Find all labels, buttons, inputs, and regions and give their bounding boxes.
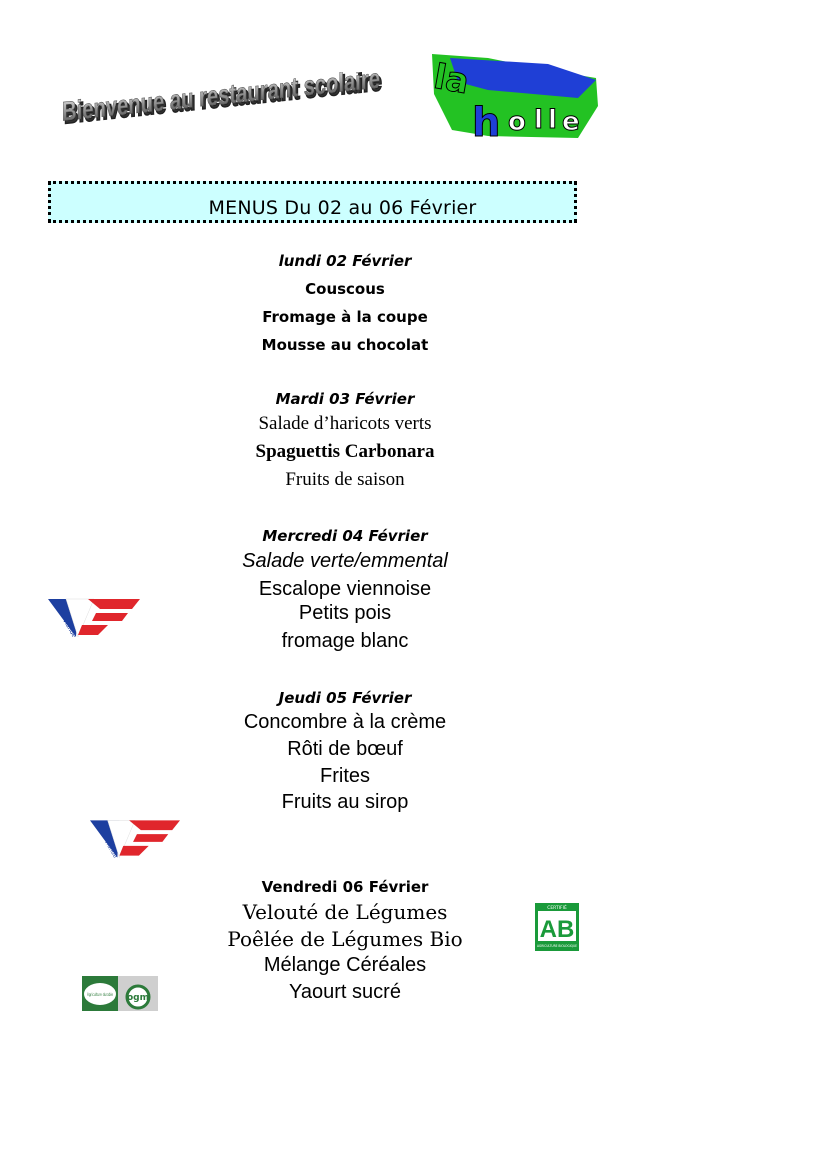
menu-item: Salade verte/emmental bbox=[242, 550, 448, 572]
welcome-banner-shadow: Bienvenue au restaurant scolaire bbox=[64, 72, 390, 130]
ogm-left-text: Agriculture durable bbox=[87, 992, 114, 997]
ogm-right-text: ogm bbox=[126, 993, 150, 1003]
menu-item: Escalope viennoise bbox=[258, 578, 432, 600]
welcome-banner-text: Bienvenue au restaurant scolaire bbox=[62, 72, 390, 127]
menu-item: Concombre à la crème bbox=[243, 711, 447, 733]
day-heading-friday: Vendredi 06 Février bbox=[261, 878, 429, 896]
day-heading-monday: lundi 02 Février bbox=[278, 252, 412, 270]
agriculture-biologique-logo bbox=[535, 903, 579, 951]
menu-item: Mélange Céréales bbox=[263, 954, 427, 976]
ogm-badges bbox=[82, 976, 158, 1011]
svg-text:l: l bbox=[534, 105, 543, 135]
svg-text:la: la bbox=[430, 56, 472, 103]
viande-francaise-badge bbox=[48, 597, 140, 637]
menu-item: Fruits au sirop bbox=[281, 791, 409, 813]
viande-francaise-icon bbox=[90, 818, 180, 858]
menu-item: Yaourt sucré bbox=[289, 981, 401, 1003]
ab-bottom-text: AGRICULTURE BIOLOGIQUE bbox=[537, 944, 577, 948]
menu-item: Petits pois bbox=[298, 602, 392, 624]
svg-text:l: l bbox=[548, 105, 557, 135]
menu-item: Frites bbox=[320, 765, 370, 787]
svg-text:e: e bbox=[562, 107, 580, 137]
svg-text:h: h bbox=[472, 100, 501, 142]
ogm-icon bbox=[82, 976, 158, 1011]
ab-letters: AB bbox=[539, 916, 575, 943]
welcome-banner-graphic bbox=[60, 72, 390, 132]
day-heading-wednesday: Mercredi 04 Février bbox=[262, 527, 428, 545]
ab-top-text: CERTIFIÉ bbox=[547, 906, 567, 911]
welcome-banner-image bbox=[60, 72, 390, 132]
svg-text:o: o bbox=[508, 107, 526, 137]
la-halle-logo bbox=[428, 50, 603, 142]
menu-item: Spaguettis Carbonara bbox=[255, 441, 435, 462]
day-heading-thursday: Jeudi 05 Février bbox=[278, 689, 412, 707]
menu-item: Poêlée de Légumes Bio bbox=[227, 927, 463, 951]
logo-graphic bbox=[428, 50, 603, 142]
ab-icon bbox=[535, 903, 579, 951]
menu-item: Velouté de Légumes bbox=[242, 900, 448, 924]
menu-item: Rôti de bœuf bbox=[287, 738, 403, 760]
menu-item: Salade d’haricots verts bbox=[258, 413, 432, 434]
menu-item: Fruits de saison bbox=[285, 469, 405, 490]
menus-title: MENUS Du 02 au 06 Février bbox=[208, 197, 477, 219]
day-heading-tuesday: Mardi 03 Février bbox=[275, 390, 415, 408]
viande-francaise-badge-2 bbox=[90, 818, 180, 858]
logo-label: La Halle bbox=[428, 50, 433, 51]
menu-item: Mousse au chocolat bbox=[261, 336, 429, 354]
menus-title-box bbox=[48, 181, 577, 223]
menu-item: fromage blanc bbox=[281, 630, 409, 652]
menu-item: Couscous bbox=[305, 280, 385, 298]
menu-item: Fromage à la coupe bbox=[262, 308, 428, 326]
viande-francaise-icon bbox=[48, 597, 140, 637]
